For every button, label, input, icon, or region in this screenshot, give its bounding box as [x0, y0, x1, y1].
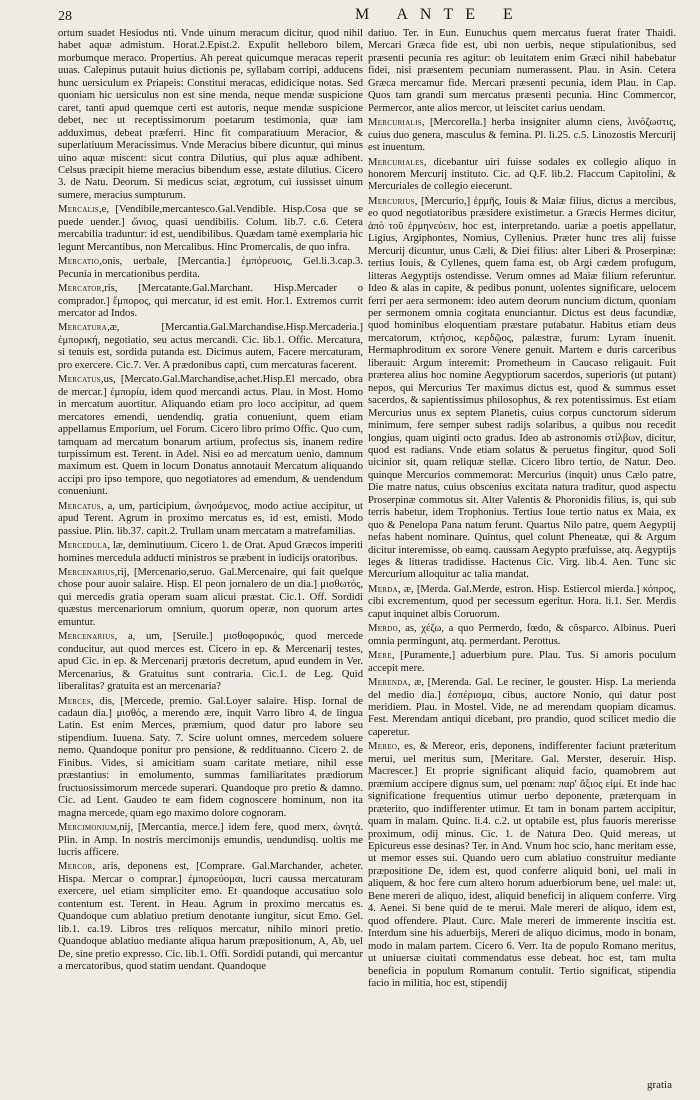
entry-text: , æ, [Merenda. Gal. Le reciner, le gouster. Hisp. La merienda del medio dia.] ἑσπέρισμα, cibus, auctore Nonio, qui datur post meridiem. Plau. in Mostel. Vide, ne ad merendam quopiam dicamus. Fest. Merendam antiqui dicebant, pro prandio, quod scilicet medio die caperetur.	[368, 677, 676, 738]
entry-headword: Merdo	[368, 623, 398, 635]
dictionary-entry	[368, 584, 676, 621]
entry-text: , aris, deponens est, [Comprare. Gal.Marchander, acheter. Hispa. Mercar o comprar.] ἐμπορεύομαι, lucri caussa mercaturam exercere, uel etiam simpliciter emo. Et quandoque accusatiuo solo contentum est. Terent. in Heau. Agrum in proximo mercatus es. Quandoque cum ablatiuo pretium denotante iungitur, sicut Emo. Gel. lib.1. ca.19. Libros tres reliquos mercatur, nihilo minori pretio. Quandoque ablatiuo mediante aliqua harum præpositionum, A, Ab, uel De, sine pretio expresso. Cic. lib.1. Offi. Sordidi putandi, qui mercantur a mercatoribus, quod statim uendant. Quandoque	[58, 861, 363, 973]
right-column	[368, 28, 676, 990]
entry-headword: Mercuriales	[368, 156, 424, 168]
dictionary-entry	[368, 677, 676, 739]
dictionary-entry	[368, 157, 676, 194]
dictionary-entry	[368, 741, 676, 990]
dictionary-entry	[368, 650, 676, 675]
entry-text: , dis, [Mercede, premio. Gal.Loyer salaire. Hisp. Iornal de cadaun dia.] μισθός, a merendo ære, inquit Varro libro 4. de lingua Latin. Est enim Merces, præmium, quod datur pro labore seu stipendium. Iuuena. Saty. 7. Scire uolunt omnes, mercedem soluere nemo. Quandoque ponitur pro pensione, & reddituanno. Cicero 2. de Finibus. Vides, si amicitiam suam caritate metiare, nihil esse præstantius: in emolumento, summas familiaritates prædiorum fructuosissimorum mercede superari. Quandoque pro pretio & damno. Cic. ad Lent. Gaudeo te eam fidem cognoscere hominum, non ita magna mercede, quam ego maximo dolore cognoram.	[58, 695, 363, 819]
page-number: 28	[58, 9, 72, 24]
entry-headword: Merda	[368, 583, 398, 595]
dictionary-entry	[58, 501, 363, 538]
entry-headword: Mercurialis	[368, 117, 422, 129]
entry-headword: Mere	[368, 650, 392, 662]
entry-text: , as, χέζω, a quo Permerdo, fœdo, & cõsparco. Albinus. Pueri omnia permingunt, atq. permerdant. Perottus.	[368, 623, 676, 647]
dictionary-entry	[58, 631, 363, 693]
entry-headword: Mercedula	[58, 540, 108, 552]
entry-text: ,onis, uerbale, [Mercantia.] ἐμπόρευσις, Gel.li.3.cap.3. Pecunia in mercationibus perdita.	[58, 256, 363, 280]
dictionary-entry	[58, 374, 363, 499]
entry-text: ,æ, [Mercantia.Gal.Marchandise.Hisp.Mercaderia.] ἐμπορική, negotiatio, seu actus mercandi. Cic. lib.1. Offic. Mercatura, si tenuis est, sordida putanda est. Dicimus autem, Facere mercaturam, pro exercere. Cic.7. Ver. A prædonibus capti, cum mercaturas facerent.	[58, 322, 363, 371]
left-column	[58, 28, 363, 974]
dictionary-entry	[58, 567, 363, 629]
entry-headword: Mercenarius	[58, 631, 115, 643]
entry-text: ,us, [Mercato.Gal.Marchandise,achet.Hisp.El mercado, obra de mercar.] ἐμπορία, idem quod mercandi actus. Plau. in Most. Homo in mercatum auortitur. Aliquando etiam pro loco accipitur, ad quem mercatores emendi, uendendiq. gratia conueniunt, quem etiam appellamus Emporium, uel Forum. Cicero libro primo Offic. Quo cum, tamquam ad mercatum bonarum artium, profectus sis, inanem redire turpissimum est. Terent. in Adel. Nisi eo ad mercatum uenio, damnum maximum est. Quem in locum Donatus annotauit Mercatum aliquando accipi pro ipso tempore, quo negotiatores ad emendum, & uendendum conueniunt.	[58, 374, 363, 498]
entry-headword: Mercator	[58, 283, 102, 295]
dictionary-entry	[368, 623, 676, 648]
dictionary-entry	[58, 256, 363, 281]
entry-text: , es, & Mereor, eris, deponens, indifferenter faciunt præteritum merui, uel meritus sum, [Meritare. Gal. Merster, deseruir. Hisp. Macrescer.] Et proprie significant aliquid facio, quamobrem aut præmium accipere dignus sum, uel pœnam: παρ' ἄξιος εἰμί. Et inde hac significatione frequentius utimur uerbo deponente, præterquam in præterito, quo indifferenter utimur. Et tam in bonam partem accipitur, quam in malam. Quinc. li.4. c.2. ut optabile est, plus fauoris mererisse proximum, odij minus. Cic. 1. de Natura Deo. Quid mereas, ut Epicureus esse desinas? Ter. in And. Vnum hoc scio, hanc meritam esse, ut memor esses sui. Quando uero cum ablatiuo construitur mediante præpositione De, idem est, quod conferre aliquid boni, uel mali in aliquem, & hoc fere cum altero horum aduerbiorum bene, uel male: ut, Bene mereri de aliquo, idest, aliquid beneficij in aliquem conferre. Virg 4. Aenei. Si bene quid de te merui. Male mereri de aliquo, idem est, quod offendere. Plaut. Curc. Male mereri de immerente inscitia est. Interdum sine his aduerbijs, Mereri de aliquo dicimus, modo in bonam, modo in malam partem. Cicero 6. Verr. Ita de populo Romano meritus, ut uniuersæ ciuitati commendatus esse debeat. hoc est, tam multa beneficia in populum Romanum contulit. Tertio significat, stipendia facio in militia, hoc est, stipendij	[368, 741, 676, 989]
dictionary-entry	[368, 117, 676, 154]
dictionary-entry	[58, 861, 363, 973]
running-head: M ANTE E	[355, 6, 525, 23]
dictionary-entry	[58, 822, 363, 859]
entry-text: ,rij, [Mercenario,seruo. Gal.Mercenaire, qui fait quelque chose pour auoir salaire. Hisp. El peon jornalero de un dia.] μισθωτός, qui mercedis gratia operam suam alicui præstat. Cic.1. Off. Sordidi quæstus mercenariorum omnium, quorum operæ, non quorum artes emuntur.	[58, 567, 363, 628]
entry-text: , læ, deminutiuum. Cicero 1. de Orat. Apud Græcos imperiti homines mercedula adducti ministros se præbent in iudicijs oratoribus.	[58, 540, 363, 564]
entry-headword: Merces	[58, 695, 92, 707]
dictionary-entry	[368, 28, 676, 115]
dictionary-entry	[58, 540, 363, 565]
entry-headword: Mercalis	[58, 204, 99, 216]
entry-headword: Mercatus	[58, 500, 101, 512]
catchword: gratia	[646, 1079, 672, 1091]
entry-text: , dicebantur uiri fuisse sodales ex collegio aliquo in honorem Mercurij instituto. Cic. ad Q.F. lib.2. Flaccum Capitolini, & Mercuriales de collegio eiecerunt.	[368, 156, 676, 193]
entry-headword: Mercor	[58, 861, 93, 873]
entry-text: ,ris, [Mercatante.Gal.Marchant. Hisp.Mercader o comprador.] ἔμπορος, qui mercatur, id est emit. Hor.1. Extremos currit mercator ad Indos.	[58, 283, 363, 319]
entry-text: , [Mercurio,] ἑρμῆς, Iouis & Maiæ filius, dictus a mercibus, eo quod negotiatoribus præsidere existimetur. a Græcis Hermes dicitur, ἀπὸ τοῦ ἑρμηνεύειν, hoc est, interpretando. uariæ a poetis appellatur, Ligius, Argiphontes, Nomius, Cyllenius. Præter hunc tres alij fuisse Mercurij dicuntur, unus Cæli, & Diei filius: alter Liberi & Proserpinæ: tertius Iouis, & Cyllenes, quem fama est, ob Argi cædem profugum, litteras Aegyptijs ostendisse. Verum omnes ad Maiæ filium referuntur. Ideo & alas in capite, & pedibus ponunt, uolentes significare, uelocem ferri per aera sermonem: ideo autem deorum nuncium dictum, quoniam per sermonem omnia cogitata enunciantur. Dictus est deus facundiæ, quod hominibus eloquentiam præstare putabatur. Habitus etiam deus mercatorum, κτήσιος, κερδῷος, palæstræ, furum: Lyram inuenit. Hermaphroditum ex sorore Venere genuit. Martem e duris carceribus liberauit: Argum interemit: Prometheum in Caucaso religauit. Fuit præterea alius hoc nomine Aegyptiorum sacerdos, superioris (ut putant) nepos, qui Mercurius Ter maximus dictus est, quod & summus esset sacerdos, & sapientissimus philosophus, & rex potentissimus. Est etiam Mercurius unus ex septem Planetis, cuius corpus cunctorum siderum minimum, fere semper subest radijs solaribus, a quibus nou recedit longius, quam uiginti octo gradus. Ideo ab astronomis στίλβων, dicitur, quod est radians. Vnde etiam solatus & peruetus fingitur, quod Soli uicinior sit, quam reliquæ stellæ. Cicero libro tertio, de Natur. Deo. quinque Mercurios commemorat: Mercurius (inquit) unus Cælo patre, Die matre natus, cuius obscenius excitata natura traditur, quod aspectu Proserpinæ commotus sit. Alter Valentis & Phoronidis filius, is, qui sub terris habetur, idem Trophonius. Tertius Ioue tertio natus ex Maia, ex quo & Penelopa Pana natum ferunt. Quartus Nilo patre, quem Aegyptij nefas habent nominare. Quintus, quel colunt Pheneatæ, qui & Argum dicitur interemisse, ob eamq. caussam Aegypto præfuisse, atq. Aegyptijs leges & litteras tradidisse. Hactenus Cic. Virg. lib.4. Aen. Tunc sic Mercurium alloquitur ac talia mandat.	[368, 195, 676, 581]
dictionary-entry	[58, 696, 363, 821]
entry-text: ortum suadet Hesiodus nti. Vnde uinum meracum dicitur, quod nihil habet aquæ admistum. Horat.2.Epist.2. Expulit helleboro bilem, morbumque meraco. Propertius. Ah pereat quicumque meracas reperit uuas. Calepinus putauit huius dictionis pe, syllabam corripi, adducens hunc uersiculum ex Priapeis: Constitui meracas, edidicique notas. Sed quoniam hic uersiculus non est sine menda, neque mendæ suspicione caret, tanti apud quemque certi est autoris, neque mendæ suspicione debet, nec ut receptissimorum poetarum testimonia, quæ iam adduximus, debeat præferri. Hinc fit comparatiuum Meracior, & superlatiuum Meracissimus. Vnde Meracius bibere dicuntur, qui minus uino aquæ miscent: sicut contra Dilutius, qui plus aquæ adhibent. Celsus præcipit hieme meracius bibendum esse, æstate dilutius. Cicero 3. de Natu. Deorum. Si medicus sciat, ægrotum, cui iussisset uinum sumere, meracius sumpturum.	[58, 28, 363, 201]
entry-headword: Mercatio	[58, 256, 100, 268]
entry-headword: Mercatus	[58, 374, 101, 386]
entry-headword: Mereo	[368, 741, 398, 753]
entry-text: , [Puramente,] aduerbium pure. Plau. Tus. Si amoris poculum accepit mere.	[368, 650, 676, 674]
entry-text: ,nij, [Mercantia, merce.] idem fere, quod merx, ὠνητά. Plin. in Amp. In nostris mercimonijs emundis, uendundisq. uoltis me lucris afficere.	[58, 822, 363, 858]
dictionary-entry	[58, 204, 363, 254]
entry-headword: Mercatura	[58, 322, 108, 334]
entry-headword: Mercimonium	[58, 822, 117, 834]
dictionary-entry	[368, 196, 676, 582]
entry-text: , [Mercorella.] herba insigniter alumn ciens, λινόζωστις, cuius duo genera, masculus & femina. Pl. li.25. c.5. Linozostis Mercurij est inuentum.	[368, 117, 676, 154]
entry-headword: Merenda	[368, 677, 408, 689]
dictionary-entry	[58, 322, 363, 372]
entry-headword: Mercenarius	[58, 567, 115, 579]
entry-text: , a, um, participium, ὠνησάμενος, modo actiue accipitur, ut apud Terent. Agrum in proximo mercatus es, id est, emisti. Modo passiue. Plin. lib.37. capit.2. Trullam unam mercatam a matrefamilias.	[58, 500, 363, 537]
entry-text: , æ, [Merda. Gal.Merde, estron. Hisp. Estiercol mierda.] κόπρος, cibi excrementum, quod per secessum egeritur. Hora. li.1. Ser. Merdis caput inquinet albis Coruorum.	[368, 583, 676, 620]
dictionary-entry	[58, 283, 363, 320]
entry-headword: Mercurius	[368, 195, 415, 207]
entry-text: , a, um, [Seruile.] μισθοφορικός, quod mercede conducitur, aut quod merces est. Cicero in ep. & Mercenarij testes, apud Cic. in ep. & Mercenarij prætoris decretum, apud eundem in Ver. Mercenarius, & Gratuitus sunt contraria. Cic.1. de Leg. Quid liberalitas? gratuita est an mercenaria?	[58, 631, 363, 693]
entry-text: datiuo. Ter. in Eun. Eunuchus quem mercatus fuerat frater Thaidi. Mercari Græca fide est, ubi non uerbis, neque stipulationibus, sed præsenti pecunia res agitur: ob leuitatem enim Græci nihil habebatur fidei, nisi præsentem pecuniam numerassent. Plau. in Asin. Cetera Græca mercamur fide. Mercari præsenti pecunia, idem Plau. in Cap. Quos tam grandi sum mercatus præsenti pecunia. Hinc Commercor, Permercor, ante alios mercor, ut leiscitet carius uendam.	[368, 28, 676, 114]
entry-text: ,e, [Vendibile,mercantesco.Gal.Vendible. Hisp.Cosa que se puede uender.] ὤνιος, quasi uendibilis. Colum. lib.7. c.6. Cetera mercabilia traduntur: id est, uendibilibus. Quædam tamè exemplaria hic legunt Mercantibus, non Mercalibus. Hinc Promercalis, de quo infra.	[58, 204, 363, 253]
dictionary-entry	[58, 28, 363, 202]
